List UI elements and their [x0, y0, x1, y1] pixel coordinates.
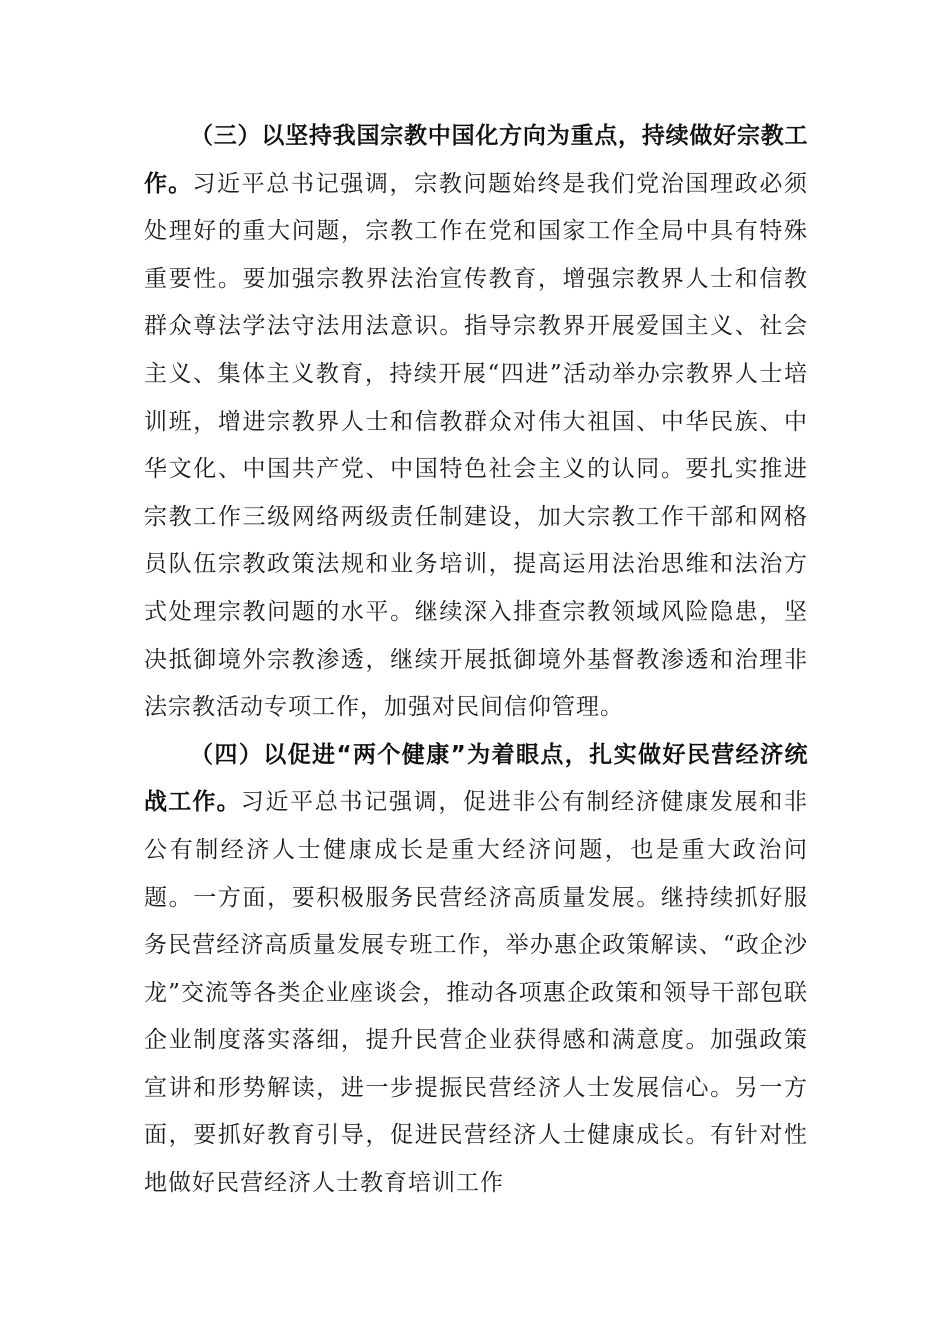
- paragraph-three: [144, 113, 808, 732]
- paragraph-four: [144, 732, 808, 1208]
- paragraph-four-heading: （四）以促进“两个健康”为着眼点，扎实做好民营经济统战工作。: [144, 741, 808, 816]
- paragraph-four-body: 习近平总书记强调，促进非公有制经济健康发展和非公有制经济人士健康成长是重大经济问题，也是重大政治问题。一方面，要积极服务民营经济高质量发展。继持续抓好服务民营经济高质量发展专班工作，举办惠企政策解读、“政企沙龙”交流等各类企业座谈会，推动各项惠企政策和领导干部包联企业制度落实落细，提升民营企业获得感和满意度。加强政策宣讲和形势解读，进一步提振民营经济人士发展信心。另一方面，要抓好教育引导，促进民营经济人士健康成长。有针对性地做好民营经济人士教育培训工作: [144, 789, 809, 1197]
- paragraph-three-body: 习近平总书记强调，宗教问题始终是我们党治国理政必须处理好的重大问题，宗教工作在党和国家工作全局中具有特殊重要性。要加强宗教界法治宣传教育，增强宗教界人士和信教群众尊法学法守法用法意识。指导宗教界开展爱国主义、社会主义、集体主义教育，持续开展“四进”活动举办宗教界人士培训班，增进宗教界人士和信教群众对伟大祖国、中华民族、中华文化、中国共产党、中国特色社会主义的认同。要扎实推进宗教工作三级网络两级责任制建设，加大宗教工作干部和网格员队伍宗教政策法规和业务培训，提高运用法治思维和法治方式处理宗教问题的水平。继续深入排查宗教领域风险隐患，坚决抵御境外宗教渗透，继续开展抵御境外基督教渗透和治理非法宗教活动专项工作，加强对民间信仰管理。: [144, 170, 809, 721]
- document-body: [144, 113, 808, 1208]
- paragraph-three-heading: （三）以坚持我国宗教中国化方向为重点，持续做好宗教工作。: [144, 123, 808, 197]
